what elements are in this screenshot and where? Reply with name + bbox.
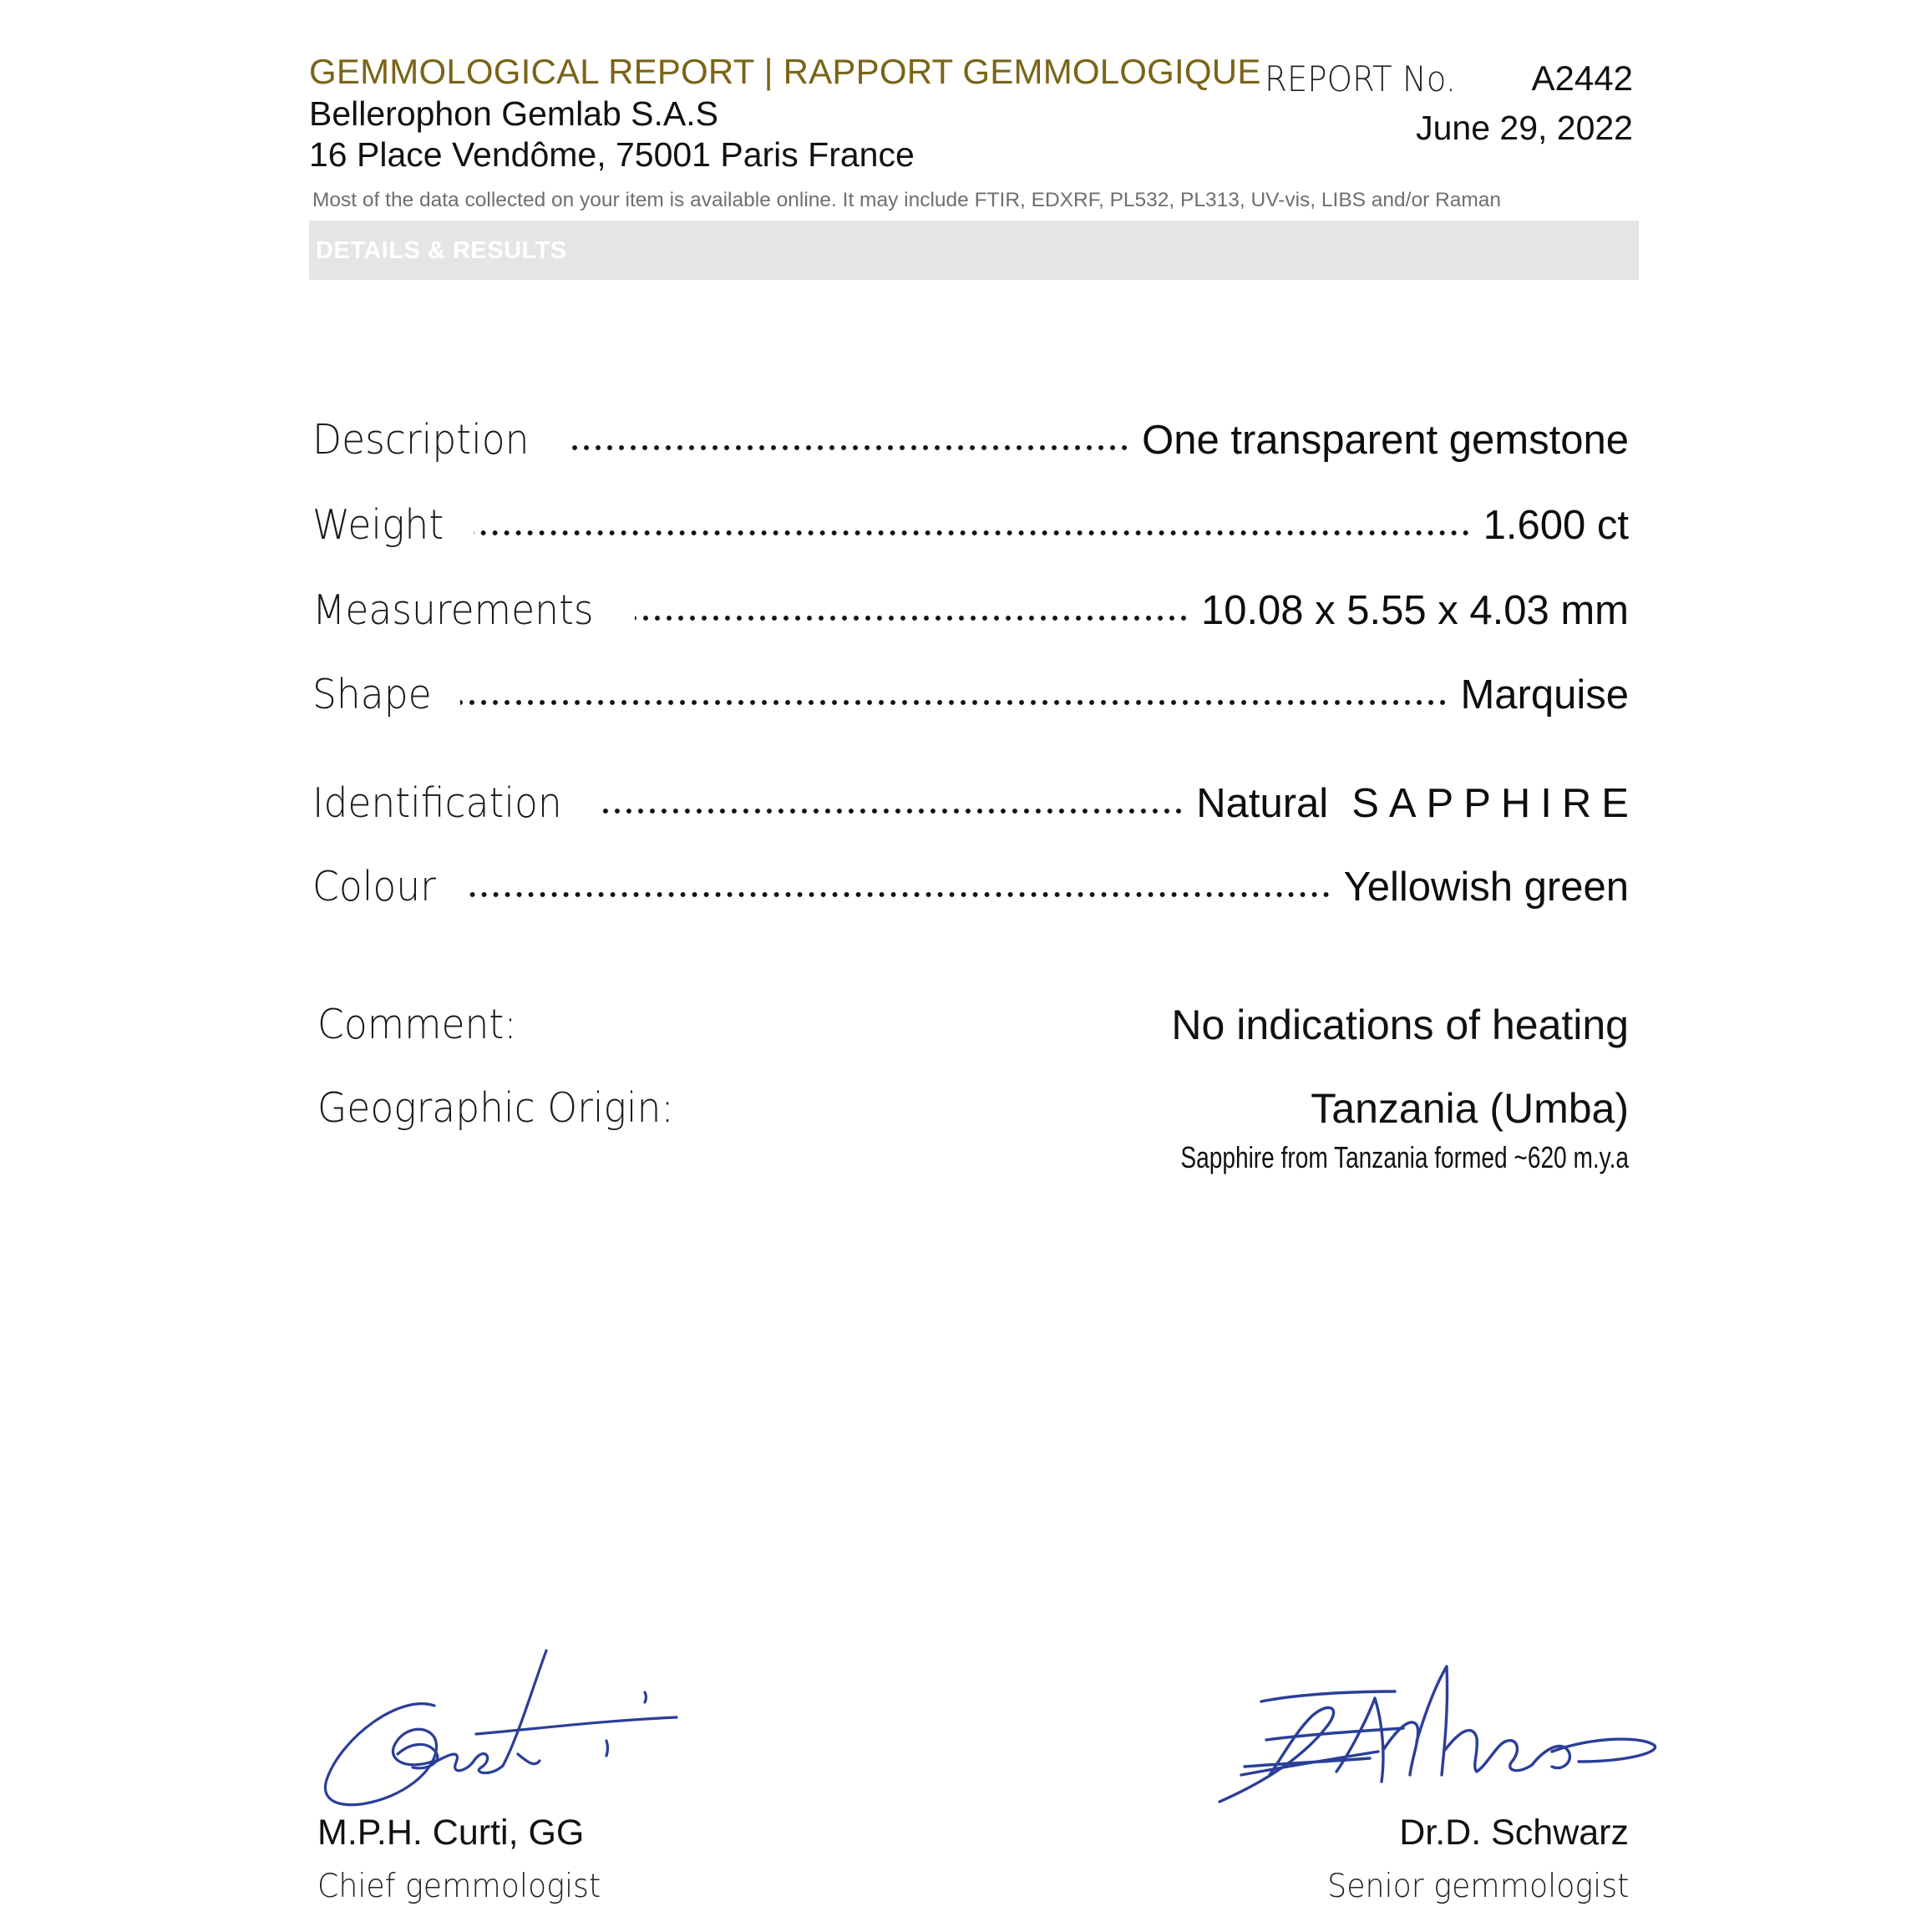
result-row-shape — [312, 660, 1629, 718]
comment-value: No indications of heating — [1171, 1001, 1629, 1048]
report-title: GEMMOLOGICAL REPORT | RAPPORT GEMMOLOGIQUE — [309, 52, 1261, 91]
dot-leader — [465, 890, 1332, 899]
dot-leader — [460, 698, 1448, 707]
signature-left — [309, 1637, 693, 1821]
result-row-colour — [312, 852, 1629, 910]
comment-label: Comment: — [317, 1001, 517, 1048]
result-value — [1196, 780, 1639, 827]
report-number: A2442 — [1531, 58, 1633, 98]
section-header-bar — [309, 221, 1639, 280]
result-row-description — [312, 405, 1629, 464]
dot-leader — [565, 444, 1130, 452]
result-label: Measurements — [312, 586, 594, 634]
result-value: One transparent gemstone — [1142, 418, 1629, 463]
signatory-right-role: Senior gemmologist — [1326, 1868, 1629, 1905]
signatory-right-name: Dr.D. Schwarz — [1399, 1813, 1629, 1853]
signature-right — [1211, 1658, 1662, 1808]
report-number-label: REPORT No. — [1265, 58, 1457, 99]
result-value: 10.08 x 5.55 x 4.03 mm — [1200, 588, 1629, 633]
result-label: Weight — [312, 501, 444, 549]
dot-leader — [635, 614, 1189, 622]
online-data-note: Most of the data collected on your item is available online. It may include FTIR, EDXRF, PL532, PL313, UV-vis, LIBS and/or Raman — [312, 189, 1502, 211]
report-date: June 29, 2022 — [1416, 109, 1633, 147]
dot-leader — [474, 529, 1472, 537]
origin-note: Sapphire from Tanzania formed ~620 m.y.a — [1180, 1140, 1629, 1174]
signatory-left-role: Chief gemmologist — [317, 1868, 601, 1905]
result-row-identification — [312, 768, 1639, 827]
identification-prefix: Natural — [1196, 781, 1329, 826]
result-row-weight — [312, 490, 1629, 549]
identification-species: SAPPHIRE — [1351, 781, 1639, 826]
result-value: Yellowish green — [1343, 865, 1629, 910]
lab-address: 16 Place Vendôme, 75001 Paris France — [309, 135, 915, 174]
origin-label: Geographic Origin: — [317, 1084, 674, 1132]
origin-value: Tanzania (Umba) — [1311, 1085, 1629, 1132]
dot-leader — [601, 807, 1184, 815]
lab-name: Bellerophon Gemlab S.A.S — [309, 94, 718, 133]
result-label: Description — [312, 416, 530, 464]
result-label: Colour — [312, 863, 436, 910]
result-value: Marquise — [1460, 672, 1629, 718]
result-value: 1.600 ct — [1483, 503, 1629, 548]
section-header-label: DETAILS & RESULTS — [316, 237, 567, 264]
result-row-measurements — [312, 576, 1629, 634]
result-label: Shape — [312, 671, 432, 718]
result-label: Identification — [312, 779, 562, 827]
signatory-left-name: M.P.H. Curti, GG — [317, 1813, 585, 1853]
